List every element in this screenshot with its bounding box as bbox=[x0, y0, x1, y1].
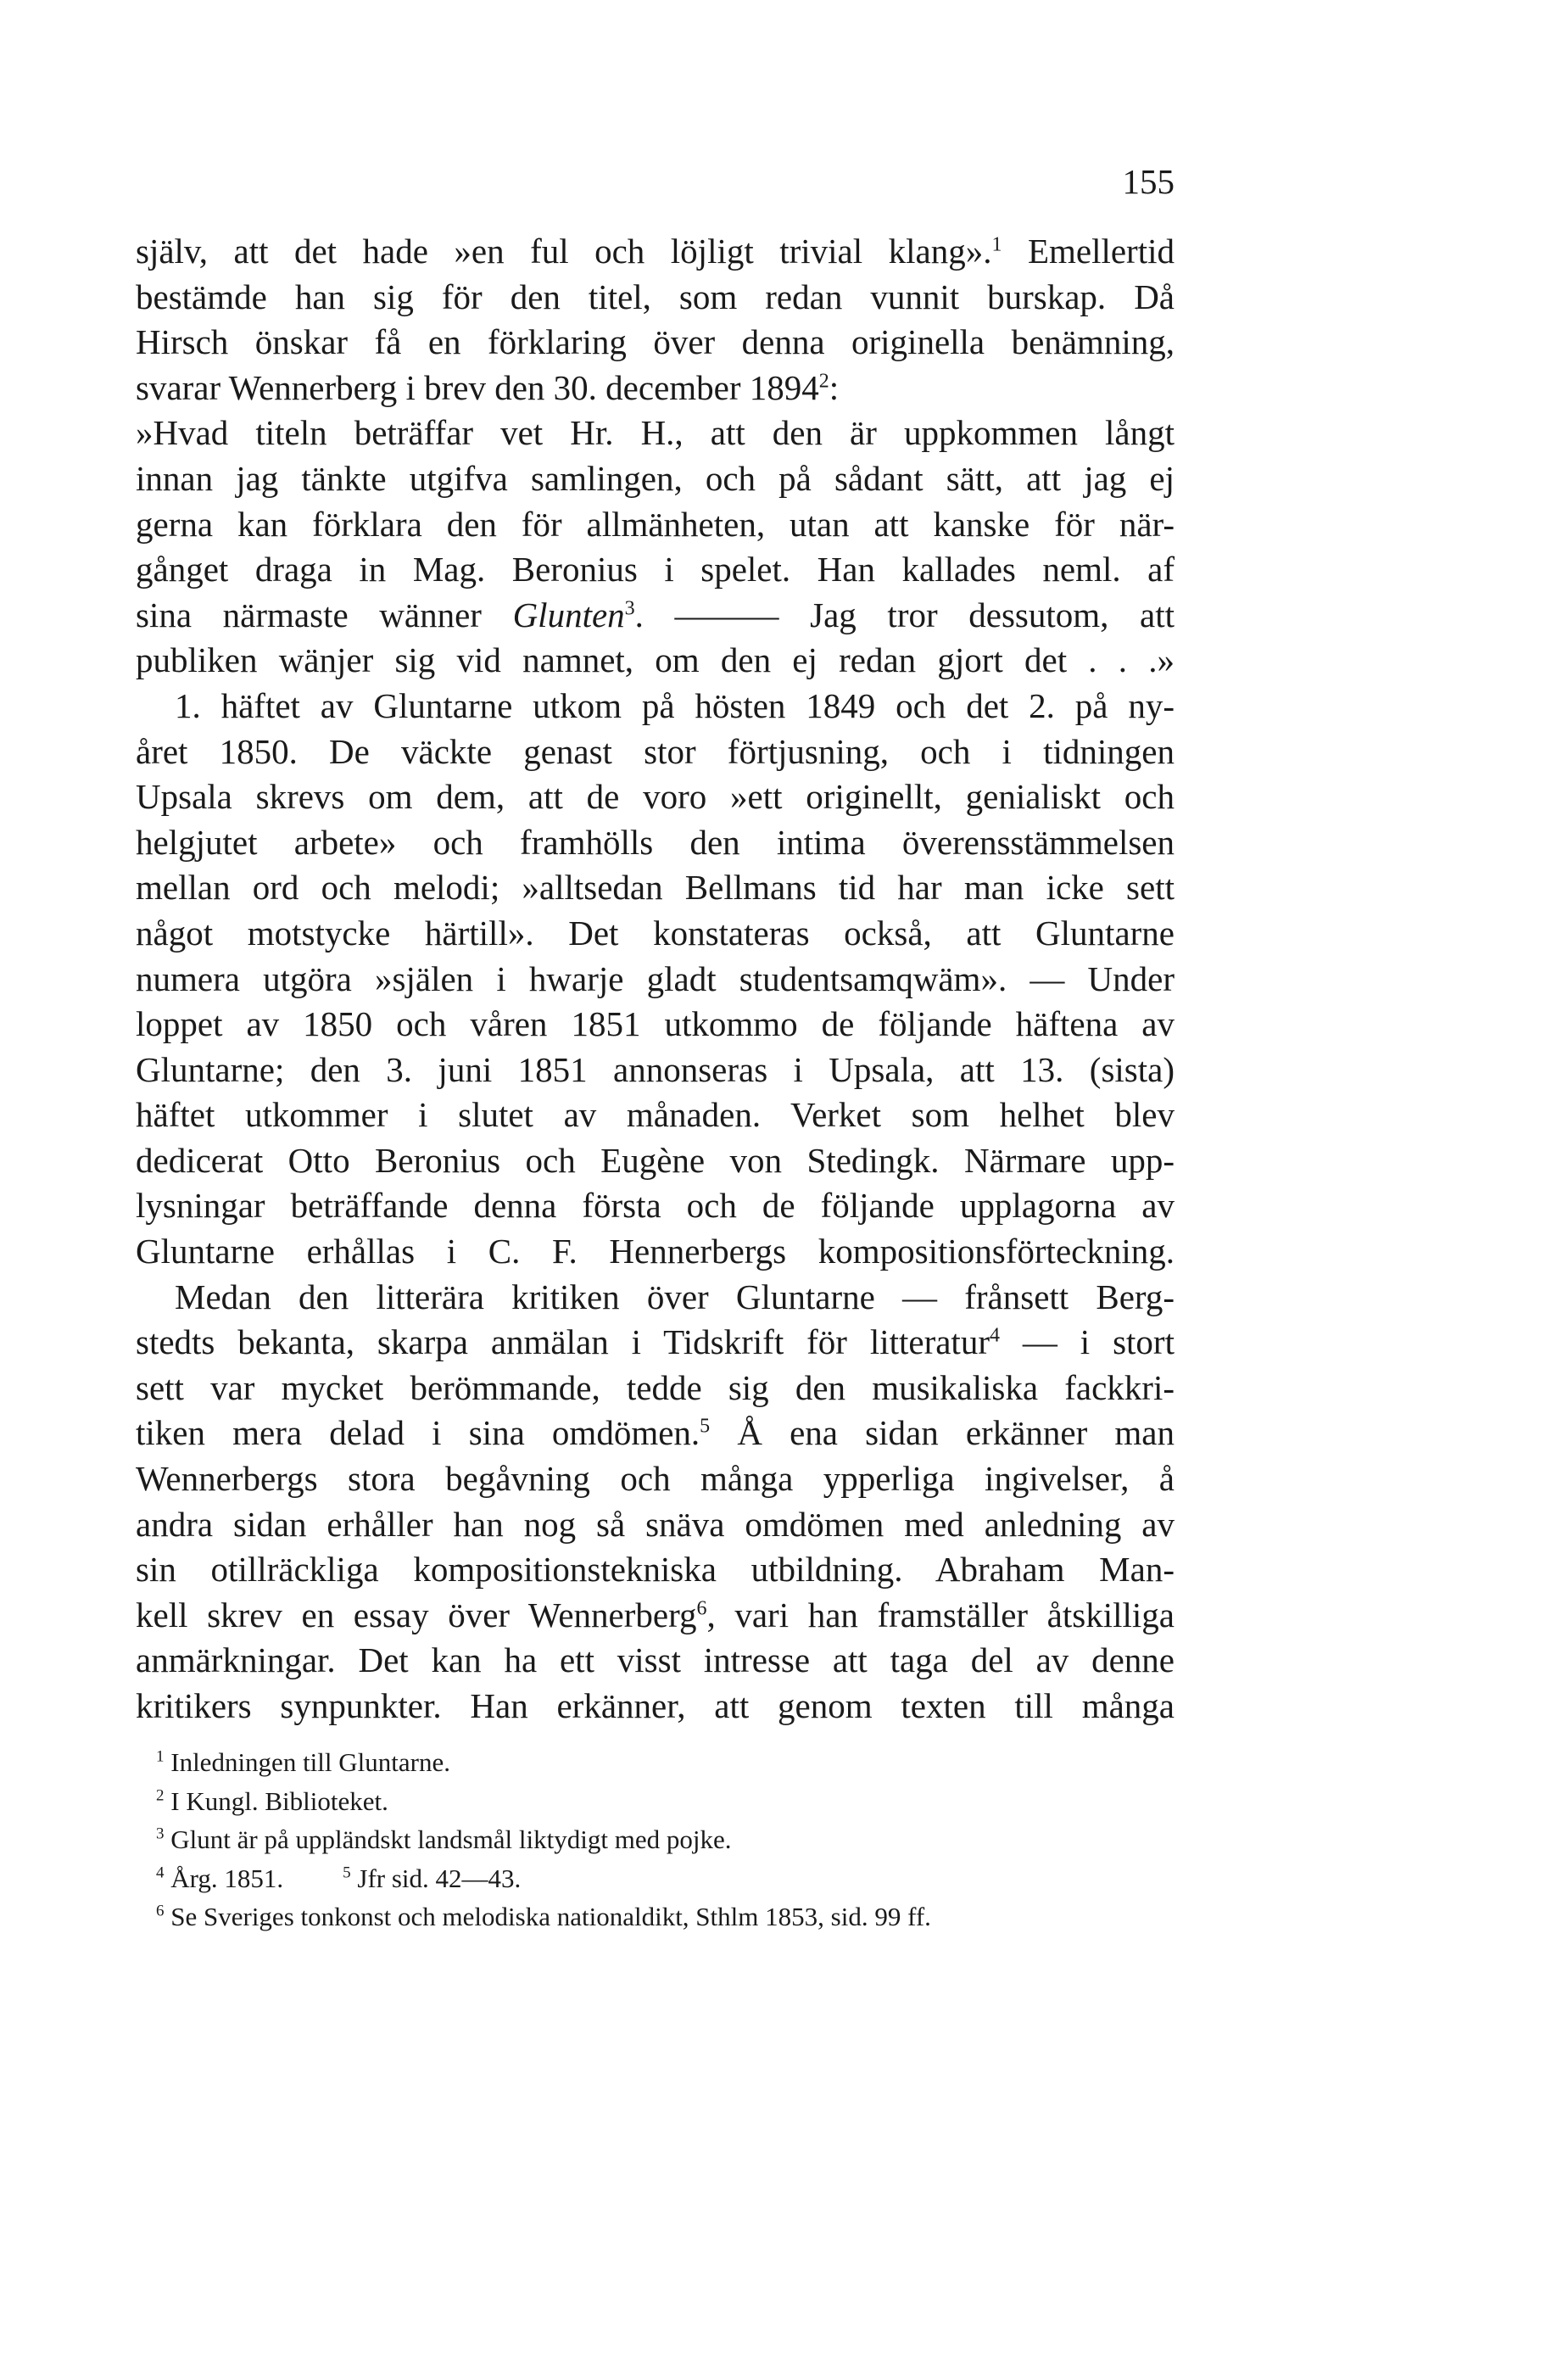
footnote-number: 5 bbox=[343, 1863, 351, 1882]
text-segment: anmärkningar. Det kan ha ett visst intresse att taga del av denne bbox=[136, 1640, 1175, 1680]
footnote-ref: 3 bbox=[624, 597, 635, 620]
text-line bbox=[136, 1502, 1175, 1548]
footnote-text: Årg. 1851. bbox=[164, 1863, 284, 1893]
page-number: 155 bbox=[1122, 162, 1175, 201]
text-line bbox=[136, 1684, 1175, 1729]
text-segment: själv, att det hade »en ful och löjligt trivial klang». bbox=[136, 232, 992, 271]
footnote-number: 6 bbox=[156, 1902, 165, 1920]
text-line bbox=[136, 1092, 1175, 1138]
footnote bbox=[136, 1782, 1175, 1821]
text-segment: Emellertid bbox=[1002, 232, 1175, 271]
footnote bbox=[136, 1897, 1175, 1936]
text-line bbox=[136, 1002, 1175, 1048]
text-segment: svarar Wennerberg i brev den 30. december 1894 bbox=[136, 367, 819, 407]
text-line bbox=[136, 1229, 1175, 1275]
text-line bbox=[136, 911, 1175, 957]
text-line bbox=[136, 1547, 1175, 1593]
footnote-ref: 2 bbox=[818, 370, 829, 393]
body-text bbox=[136, 229, 1175, 1729]
footnote-ref: 6 bbox=[696, 1597, 707, 1620]
text-line bbox=[136, 820, 1175, 866]
text-line bbox=[136, 320, 1175, 366]
text-line bbox=[136, 411, 1175, 456]
text-line bbox=[136, 456, 1175, 502]
footnotes bbox=[136, 1743, 1175, 1936]
emphasis-text: Glunten bbox=[512, 595, 625, 634]
text-line bbox=[136, 1048, 1175, 1093]
text-line bbox=[136, 275, 1175, 321]
text-segment: Medan den litterära kritiken över Gluntarne — frånsett Berg- bbox=[175, 1277, 1175, 1316]
text-segment: stedts bekanta, skarpa anmälan i Tidskrift för litteratur bbox=[136, 1322, 990, 1362]
text-segment: 1. häftet av Gluntarne utkom på hösten 1849 och det 2. på ny- bbox=[175, 685, 1175, 725]
text-line bbox=[136, 1593, 1175, 1639]
text-line bbox=[136, 1456, 1175, 1502]
text-segment: Hirsch önskar få en förklaring över denna originella benämning, bbox=[136, 322, 1175, 362]
text-segment: publiken wänjer sig vid namnet, om den ej redan gjort det . . .» bbox=[136, 640, 1175, 680]
text-segment: kritikers synpunkter. Han erkänner, att genom texten till många bbox=[136, 1686, 1175, 1725]
text-segment: något motstycke härtill». Det konstateras också, att Gluntarne bbox=[136, 913, 1175, 953]
text-segment: »Hvad titeln beträffar vet Hr. H., att den är uppkommen långt bbox=[136, 413, 1175, 453]
text-segment: tiken mera delad i sina omdömen. bbox=[136, 1413, 700, 1453]
text-segment: sin otillräckliga kompositionstekniska utbildning. Abraham Man- bbox=[136, 1550, 1175, 1590]
text-line bbox=[136, 1183, 1175, 1229]
text-line bbox=[136, 1138, 1175, 1184]
footnote-text: Glunt är på uppländskt landsmål liktydigt med pojke. bbox=[164, 1824, 732, 1854]
footnote-number: 2 bbox=[156, 1786, 165, 1805]
footnote-text: Inledningen till Gluntarne. bbox=[164, 1747, 450, 1777]
text-line bbox=[136, 229, 1175, 275]
text-segment: bestämde han sig för den titel, som redan vunnit burskap. Då bbox=[136, 277, 1175, 316]
text-line bbox=[136, 729, 1175, 775]
footnote-number: 3 bbox=[156, 1824, 165, 1843]
footnote-number: 1 bbox=[156, 1747, 165, 1766]
text-segment: Wennerbergs stora begåvning och många ypperliga ingivelser, å bbox=[136, 1459, 1175, 1499]
footnote-ref: 1 bbox=[991, 233, 1002, 256]
text-line bbox=[136, 684, 1175, 729]
text-segment: året 1850. De väckte genast stor förtjusning, och i tidningen bbox=[136, 731, 1175, 771]
text-segment: Gluntarne; den 3. juni 1851 annonseras i Upsala, att 13. (sista) bbox=[136, 1049, 1175, 1089]
text-line bbox=[136, 502, 1175, 548]
text-segment: , vari han framställer åtskilliga bbox=[706, 1595, 1175, 1634]
footnote-text: Se Sveriges tonkonst och melodiska nationaldikt, Sthlm 1853, sid. 99 ff. bbox=[164, 1902, 931, 1931]
text-line bbox=[136, 1366, 1175, 1411]
footnote-ref: 4 bbox=[989, 1324, 1000, 1347]
footnote-text: I Kungl. Biblioteket. bbox=[164, 1785, 388, 1816]
text-segment: häftet utkommer i slutet av månaden. Verket som helhet blev bbox=[136, 1095, 1175, 1135]
text-segment: helgjutet arbete» och framhölls den intima överensstämmelsen bbox=[136, 822, 1175, 862]
footnote bbox=[136, 1743, 1175, 1782]
text-segment: gerna kan förklara den för allmänheten, utan att kanske för när- bbox=[136, 504, 1175, 544]
footnote bbox=[136, 1820, 1175, 1859]
text-segment: lysningar beträffande denna första och de följande upplagorna av bbox=[136, 1186, 1175, 1226]
text-line bbox=[136, 1638, 1175, 1684]
text-line bbox=[136, 366, 1175, 411]
text-line bbox=[136, 865, 1175, 911]
text-segment: numera utgöra »själen i hwarje gladt studentsamqwäm». — Under bbox=[136, 958, 1175, 998]
text-segment: Å ena sidan erkänner man bbox=[710, 1413, 1175, 1453]
text-segment: innan jag tänkte utgifva samlingen, och på sådant sätt, att jag ej bbox=[136, 458, 1175, 498]
footnote bbox=[136, 1859, 1175, 1898]
text-line bbox=[136, 1320, 1175, 1366]
text-line bbox=[136, 593, 1175, 639]
text-segment: sett var mycket berömmande, tedde sig den musikaliska fackkri- bbox=[136, 1367, 1175, 1407]
text-line bbox=[136, 774, 1175, 820]
text-segment: mellan ord och melodi; »alltsedan Bellmans tid har man icke sett bbox=[136, 868, 1175, 908]
text-segment: gånget draga in Mag. Beronius i spelet. Han kallades neml. af bbox=[136, 550, 1175, 590]
text-segment: — i stort bbox=[999, 1322, 1175, 1362]
text-segment: : bbox=[829, 367, 840, 407]
text-segment: . ——— Jag tror dessutom, att bbox=[634, 595, 1175, 634]
text-line bbox=[136, 957, 1175, 1003]
text-segment: Upsala skrevs om dem, att de voro »ett originellt, genialiskt och bbox=[136, 777, 1175, 817]
footnote-ref: 5 bbox=[700, 1415, 711, 1438]
text-segment: Gluntarne erhållas i C. F. Hennerbergs kompositionsförteckning. bbox=[136, 1232, 1175, 1271]
text-segment: sina närmaste wänner bbox=[136, 595, 513, 634]
text-segment: andra sidan erhåller han nog så snäva omdömen med anledning av bbox=[136, 1504, 1175, 1544]
text-segment: dedicerat Otto Beronius och Eugène von Stedingk. Närmare upp- bbox=[136, 1140, 1175, 1180]
footnote-number: 4 bbox=[156, 1863, 165, 1882]
text-line bbox=[136, 547, 1175, 593]
text-line bbox=[136, 1411, 1175, 1456]
text-line bbox=[136, 1275, 1175, 1321]
text-line bbox=[136, 638, 1175, 684]
text-segment: kell skrev en essay över Wennerberg bbox=[136, 1595, 697, 1634]
text-segment: loppet av 1850 och våren 1851 utkommo de följande häftena av bbox=[136, 1004, 1175, 1044]
footnote-text: Jfr sid. 42—43. bbox=[350, 1863, 522, 1893]
